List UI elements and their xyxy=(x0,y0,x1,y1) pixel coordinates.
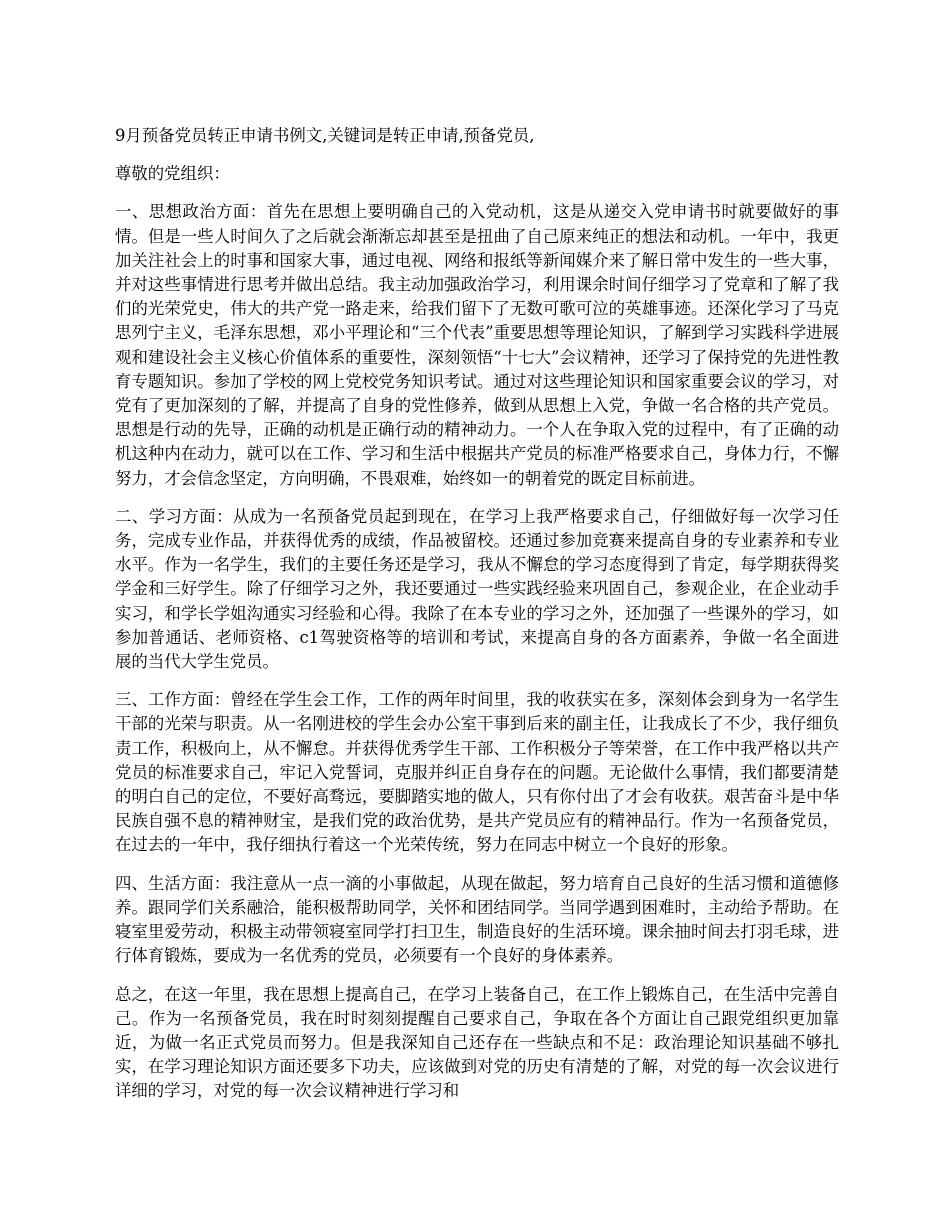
salutation: 尊敬的党组织： xyxy=(115,164,230,184)
paragraph-life: 四、生活方面：我注意从一点一滴的小事做起，从现在做起，努力培育自己良好的生活习惯和道德修养。跟同学们关系融洽，能积极帮助同学，关怀和团结同学。当同学遇到困难时，主动给予帮助。在寝室里爱劳动，积极主动带领寝室同学打扫卫生，制造良好的生活环境。课余抽时间去打羽毛球，进行体育锻炼，要成为一名优秀的党员，必须要有一个良好的身体素养。 xyxy=(115,873,839,966)
paragraph-summary: 总之，在这一年里，我在思想上提高自己，在学习上装备自己，在工作上锻炼自己，在生活中完善自己。作为一名预备党员，我在时时刻刻提醒自己要求自己，争取在各个方面让自己跟党组织更加靠近，为做一名正式党员而努力。但是我深知自己还存在一些缺点和不足：政治理论知识基础不够扎实，在学习理论知识方面还要多下功夫，应该做到对党的历史有清楚的了解，对党的每一次会议进行详细的学习，对党的每一次会议精神进行学习和 xyxy=(115,984,839,1101)
document-page xyxy=(115,124,839,1118)
paragraph-work: 三、工作方面：曾经在学生会工作，工作的两年时间里，我的收获实在多，深刻体会到身为一名学生干部的光荣与职责。从一名刚进校的学生会办公室干事到后来的副主任，让我成长了不少，我仔细负责工作，积极向上，从不懈怠。并获得优秀学生干部、工作积极分子等荣誉，在工作中我严格以共产党员的标准要求自己，牢记入党誓词，克服并纠正自身存在的问题。无论做什么事情，我们都要清楚的明白自己的定位，不要好高骛远，要脚踏实地的做人，只有你付出了才会有收获。艰苦奋斗是中华民族自强不息的精神财宝，是我们党的政治优势，是共产党员应有的精神品行。作为一名预备党员，在过去的一年中，我仔细执行着这一个光荣传统，努力在同志中树立一个良好的形象。 xyxy=(115,690,839,855)
document-title: 9月预备党员转正申请书例文,关键词是转正申请,预备党员, xyxy=(115,126,535,145)
paragraph-political: 一、思想政治方面：首先在思想上要明确自己的入党动机，这是从递交入党申请书时就要做好的事情。但是一些人时间久了之后就会渐渐忘却甚至是扭曲了自己原来纯正的想法和动机。一年中，我更加关注社会上的时事和国家大事，通过电视、网络和报纸等新闻媒介来了解日常中发生的一些大事，并对这些事情进行思考并做出总结。我主动加强政治学习，利用课余时间仔细学习了党章和了解了我们的光荣党史，伟大的共产党一路走来，给我们留下了无数可歌可泣的英雄事迹。还深化学习了马克思列宁主义，毛泽东思想，邓小平理论和“三个代表”重要思想等理论知识，了解到学习实践科学进展观和建设社会主义核心价值体系的重要性，深刻领悟“十七大”会议精神，还学习了保持党的先进性教育专题知识。参加了学校的网上党校党务知识考试。通过对这些理论知识和国家重要会议的学习，对党有了更加深刻的了解，并提高了自身的党性修养，做到从思想上入党，争做一名合格的共产党员。思想是行动的先导，正确的动机是正确行动的精神动力。一个人在争取入党的过程中，有了正确的动机这种内在动力，就可以在工作、学习和生活中根据共产党员的标准严格要求自己，身体力行，不懈努力，才会信念坚定，方向明确，不畏艰难，始终如一的朝着党的既定目标前进。 xyxy=(115,202,839,488)
paragraph-study: 二、学习方面：从成为一名预备党员起到现在，在学习上我严格要求自己，仔细做好每一次学习任务，完成专业作品，并获得优秀的成绩，作品被留校。还通过参加竞赛来提高自身的专业素养和专业水平。作为一名学生，我们的主要任务还是学习，我从不懈怠的学习态度得到了肯定，每学期获得奖学金和三好学生。除了仔细学习之外，我还要通过一些实践经验来巩固自己，参观企业，在企业动手实习，和学长学姐沟通实习经验和心得。我除了在本专业的学习之外，还加强了一些课外的学习，如参加普通话、老师资格、c1驾驶资格等的培训和考试，来提高自身的各方面素养，争做一名全面进展的当代大学生党员。 xyxy=(115,506,839,672)
